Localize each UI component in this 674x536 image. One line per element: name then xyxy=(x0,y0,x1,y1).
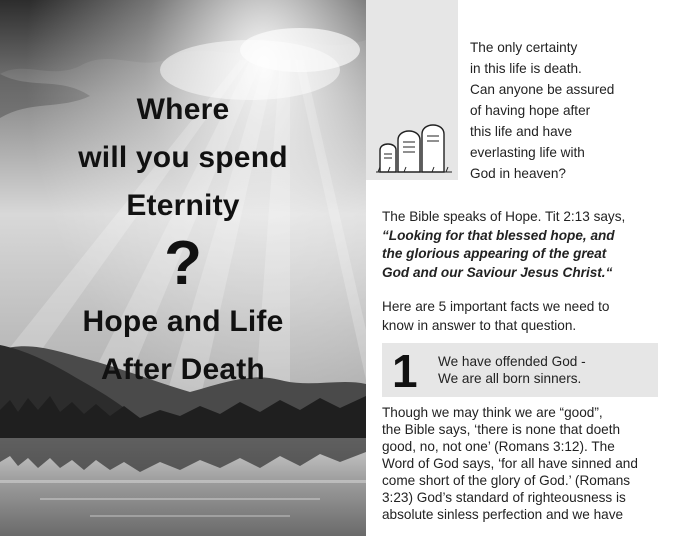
fact-heading xyxy=(438,353,586,387)
intro-line: everlasting life with xyxy=(470,145,585,160)
fact-number: 1 xyxy=(392,345,418,397)
cover-subtitle-line-2: After Death xyxy=(101,353,265,386)
intro-paragraph xyxy=(470,37,670,184)
body-line: the Bible says, ‘there is none that doeth xyxy=(382,422,621,437)
text-panel xyxy=(366,0,674,536)
verse-line: “Looking for that blessed hope, and xyxy=(382,227,615,243)
facts-intro-paragraph xyxy=(382,298,672,335)
tombstones-icon xyxy=(374,112,454,176)
intro-line: Can anyone be assured xyxy=(470,82,615,97)
facts-intro-line: Here are 5 important facts we need to xyxy=(382,299,610,314)
intro-line: God in heaven? xyxy=(470,166,566,181)
fact-heading-line: We are all born sinners. xyxy=(438,371,582,386)
intro-line: The only certainty xyxy=(470,40,578,55)
body-line: good, no, not one’ (Romans 3:12). The xyxy=(382,439,615,454)
cover-subtitle-line-1: Hope and Life xyxy=(82,305,284,338)
fact-heading-box xyxy=(382,343,658,397)
cover-title-line-2: will you spend xyxy=(78,141,288,174)
verse-line: God and our Saviour Jesus Christ.“ xyxy=(382,264,613,280)
intro-line: this life and have xyxy=(470,124,573,139)
cover-title-block xyxy=(0,86,366,394)
facts-intro-line: know in answer to that question. xyxy=(382,317,577,333)
fact-heading-line: We have offended God - xyxy=(438,354,586,369)
body-line: absolute sinless perfection and we have xyxy=(382,507,624,522)
fact-body-paragraph xyxy=(382,404,674,523)
intro-line: in this life is death. xyxy=(470,61,582,76)
cover-title-line-3: Eternity xyxy=(126,189,240,222)
verse-line: the glorious appearing of the great xyxy=(382,246,607,261)
cover-question-mark: ? xyxy=(164,229,202,298)
bible-verse-paragraph xyxy=(382,208,672,282)
body-line: Though we may think we are “good”, xyxy=(382,405,603,420)
body-line: Word of God says, ‘for all have sinned and xyxy=(382,456,638,471)
body-line: come short of the glory of God.’ (Romans xyxy=(382,473,631,488)
intro-line: of having hope after xyxy=(470,103,591,118)
body-line: 3:23) God’s standard of righteousness is xyxy=(382,490,626,505)
bible-lead: The Bible speaks of Hope. Tit 2:13 says, xyxy=(382,209,626,224)
cover-title-line-1: Where xyxy=(136,93,230,126)
